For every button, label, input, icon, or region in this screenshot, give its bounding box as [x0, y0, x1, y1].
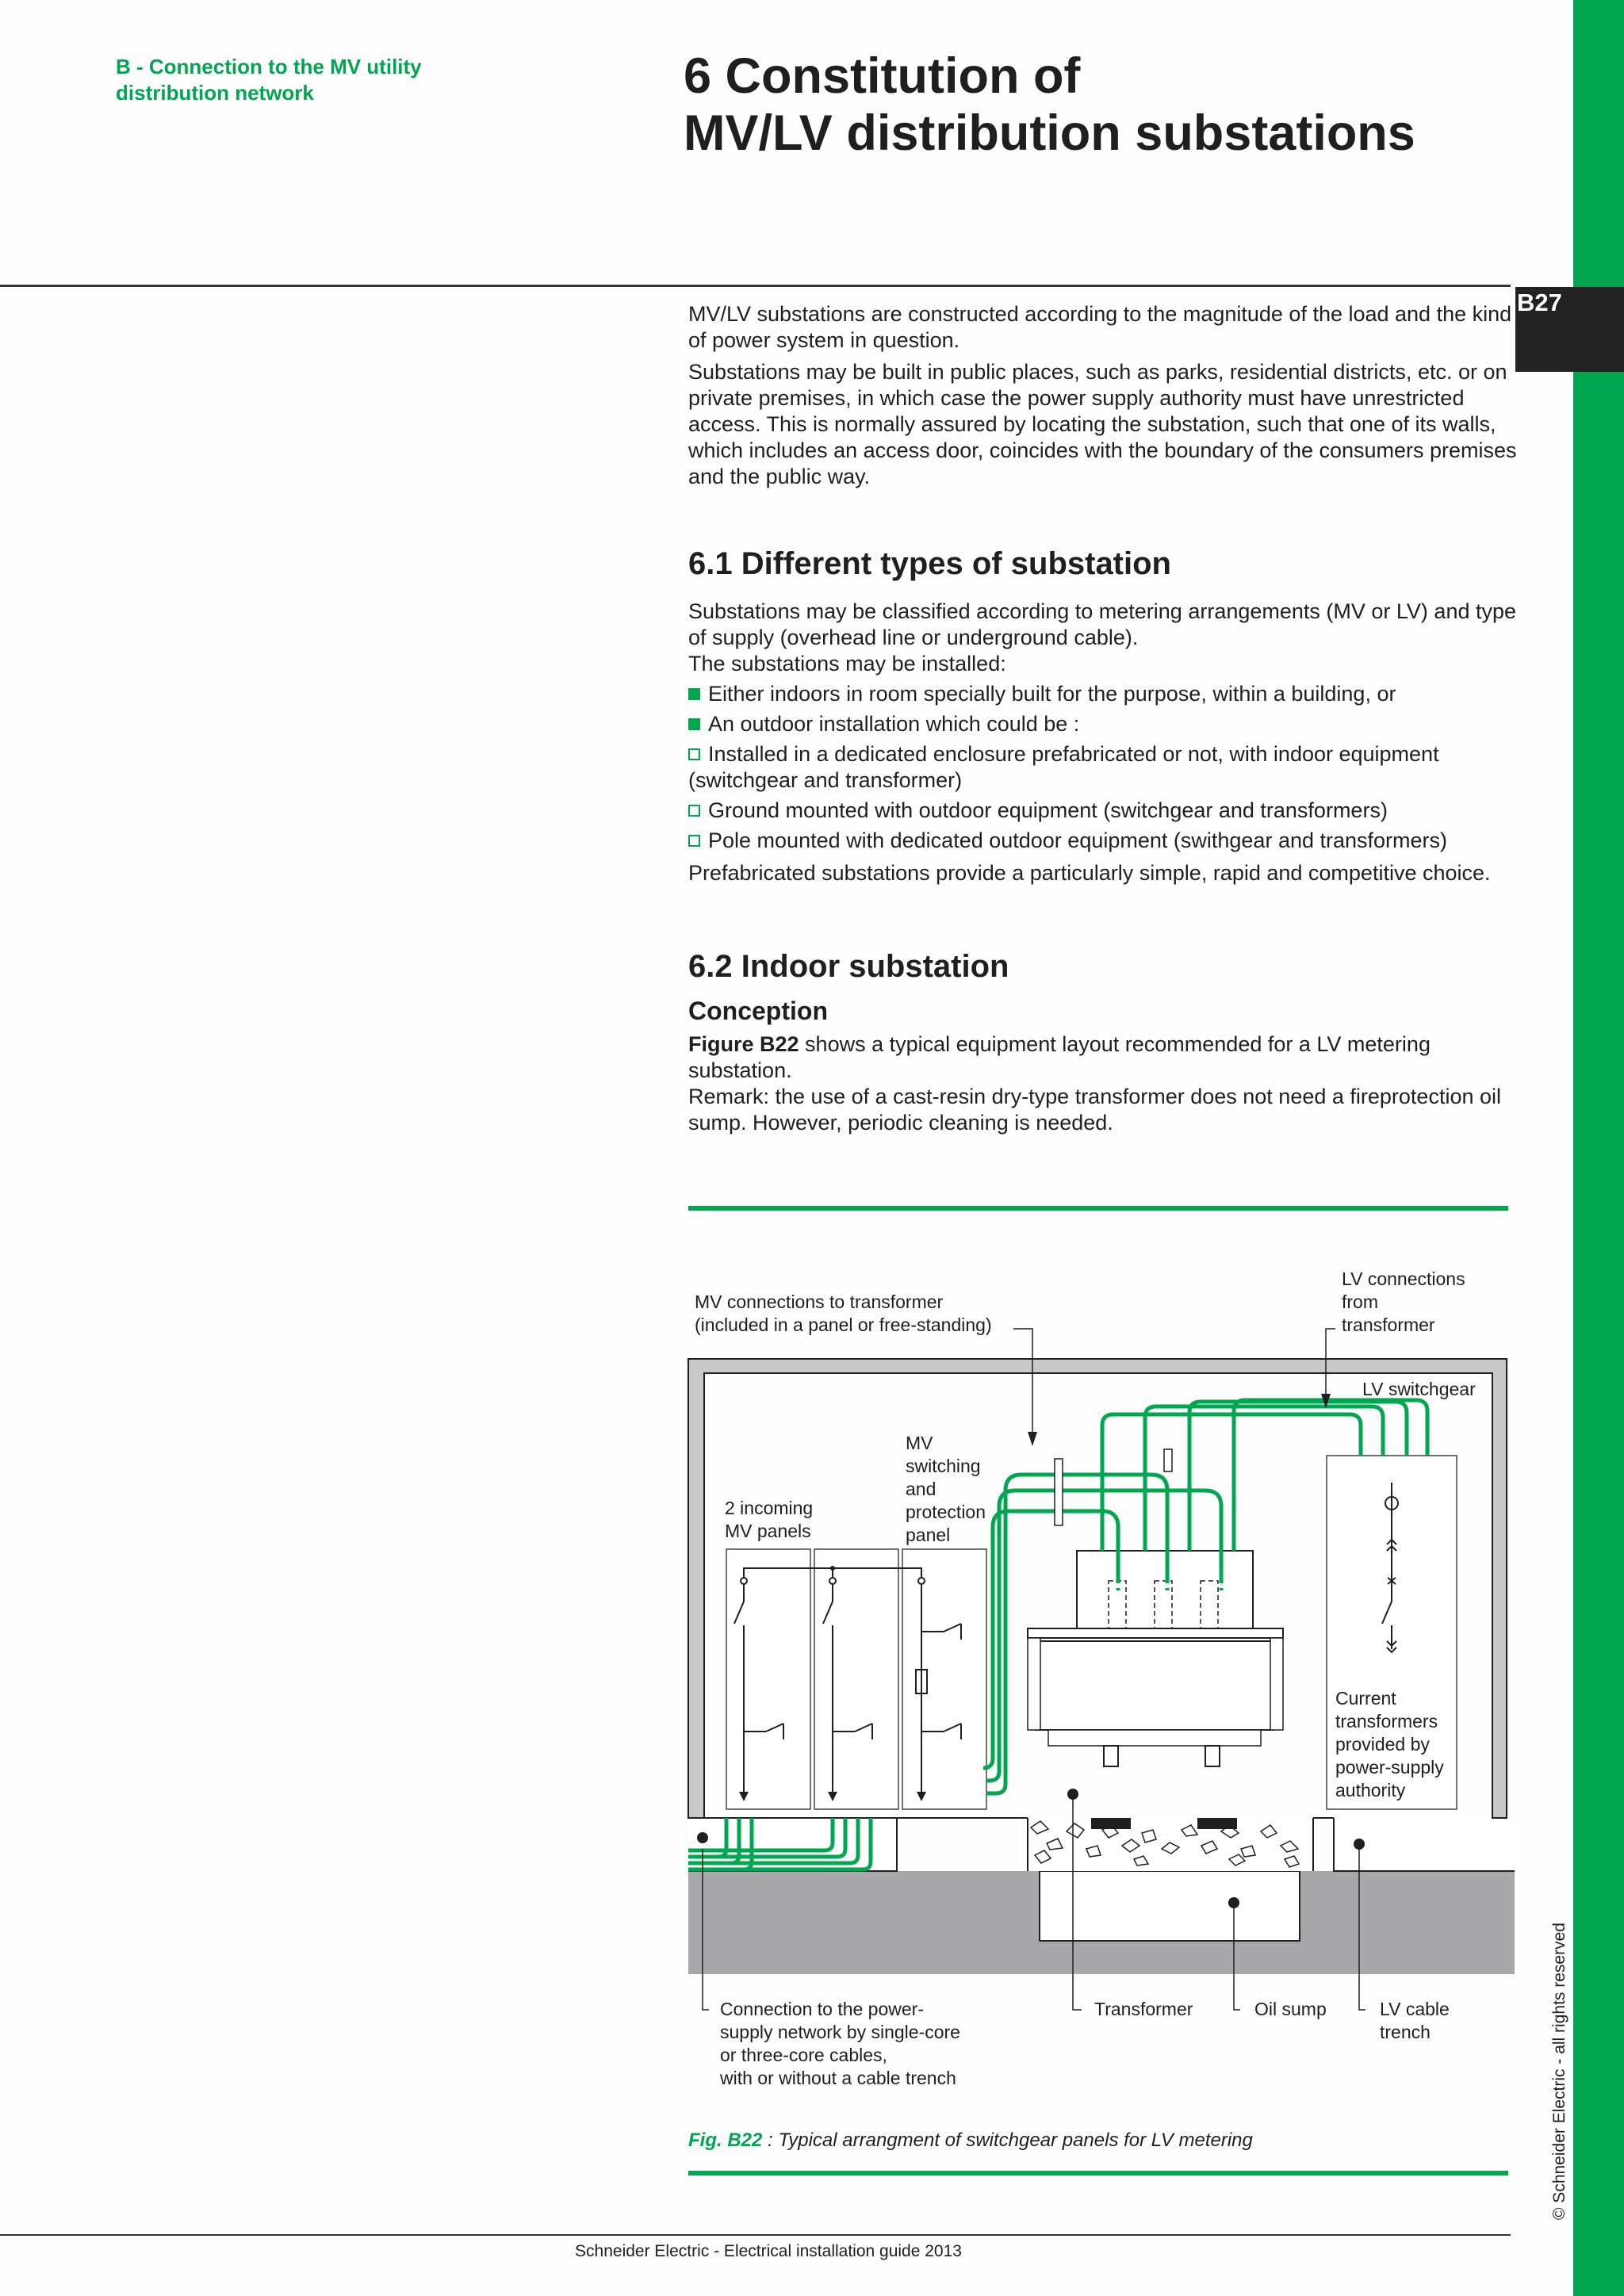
filled-square-bullet-icon	[688, 688, 700, 700]
list-item: Ground mounted with outdoor equipment (switchgear and transformers)	[688, 798, 1517, 824]
section-6-1-paragraph-1b: The substations may be installed:	[688, 652, 1006, 675]
figure-caption-number: Fig. B22	[688, 2130, 763, 2151]
transformer-core	[1036, 1641, 1274, 1730]
label-lv-trench-2: trench	[1380, 2022, 1431, 2042]
label-connection-4: with or without a cable trench	[720, 2068, 956, 2088]
hollow-square-bullet-icon	[688, 748, 700, 760]
transformer-rail-right	[1197, 1818, 1237, 1829]
label-ct-1: Current	[1335, 1688, 1396, 1709]
arrowhead-icon	[1028, 1432, 1037, 1446]
figure-caption	[688, 2130, 1253, 2152]
figure-b22	[682, 1253, 1522, 2101]
label-ct-5: authority	[1335, 1780, 1406, 1800]
incoming-mv-panel-2	[814, 1549, 898, 1809]
figure-bottom-rule	[688, 2171, 1508, 2175]
oil-sump	[1040, 1871, 1300, 1941]
main-content	[688, 301, 1517, 1136]
label-oil-sump: Oil sump	[1254, 1999, 1327, 2019]
label-mv-connections-1: MV connections to transformer	[695, 1292, 944, 1312]
mv-protection-panel	[902, 1549, 986, 1809]
footer-rule	[0, 2234, 1511, 2236]
chapter-title	[684, 48, 1556, 162]
figure-reference: Figure B22	[688, 1032, 799, 1056]
header-rule	[0, 285, 1511, 287]
section-6-1-heading: 6.1 Different types of substation	[688, 546, 1171, 581]
section-6-2-paragraph-1: Figure B22 shows a typical equipment layout recommended for a LV metering substation.	[688, 1032, 1431, 1082]
label-ct-2: transformers	[1335, 1711, 1438, 1732]
label-incoming-1: 2 incoming	[725, 1498, 814, 1518]
intro-paragraph-2: Substations may be built in public places, such as parks, residential districts, etc. or on private premises, in which case the power supply authority must have unrestricted access. This is normally assured by locating the substation, such that one of its walls, which includes an access door, coincides with the boundary of the consumers premises and the public way.	[688, 360, 1517, 488]
figure-caption-text: : Typical arrangment of switchgear panels for LV metering	[762, 2130, 1253, 2151]
list-item: Pole mounted with dedicated outdoor equipment (swithgear and transformers)	[688, 828, 1517, 854]
section-6-1-paragraph-2: Prefabricated substations provide a particularly simple, rapid and competitive choice.	[688, 861, 1491, 885]
section-6-1-paragraph-1: Substations may be classified according to metering arrangements (MV or LV) and type of supply (overhead line or underground cable).	[688, 599, 1517, 649]
transformer-rail-left	[1091, 1818, 1131, 1829]
hollow-square-bullet-icon	[688, 835, 700, 847]
section-6-2-heading: 6.2 Indoor substation	[688, 949, 1009, 984]
section-6-2-paragraph-2: Remark: the use of a cast-resin dry-type transformer does not need a fireprotection oil sump. However, periodic cleaning is needed.	[688, 1085, 1501, 1135]
chapter-title-line1: 6 Constitution of	[684, 48, 1081, 104]
label-mv-switching-3: and	[906, 1479, 936, 1499]
label-connection-3: or three-core cables,	[720, 2045, 887, 2065]
label-lv-connections-3: transformer	[1342, 1314, 1435, 1335]
hollow-square-bullet-icon	[688, 805, 700, 817]
section-label: B - Connection to the MV utility distribution network	[116, 55, 422, 105]
figure-top-rule	[688, 1206, 1508, 1211]
label-lv-connections-1: LV connections	[1342, 1269, 1465, 1289]
label-lv-connections-2: from	[1342, 1292, 1378, 1312]
label-incoming-2: MV panels	[725, 1521, 811, 1541]
label-connection-1: Connection to the power-	[720, 1999, 924, 2019]
intro-paragraph-1: MV/LV substations are constructed according to the magnitude of the load and the kind of power system in question.	[688, 302, 1512, 352]
transformer-mv-terminal-box	[1077, 1551, 1253, 1628]
page-number-tab: B27	[1515, 287, 1624, 372]
label-lv-trench-1: LV cable	[1380, 1999, 1450, 2019]
transformer-wheels	[1104, 1746, 1220, 1766]
label-mv-switching-4: protection	[906, 1502, 986, 1522]
label-ct-3: provided by	[1335, 1734, 1430, 1755]
label-transformer: Transformer	[1094, 1999, 1193, 2019]
filled-square-bullet-icon	[688, 718, 700, 730]
label-mv-switching-5: panel	[906, 1525, 951, 1545]
label-mv-connections-2: (included in a panel or free-standing)	[695, 1314, 992, 1335]
label-ct-4: power-supply	[1335, 1757, 1444, 1777]
page-footer: Schneider Electric - Electrical installation guide 2013	[575, 2242, 962, 2260]
label-lv-switchgear: LV switchgear	[1362, 1379, 1476, 1399]
incoming-mv-panel-1	[726, 1549, 810, 1809]
label-mv-switching-1: MV	[906, 1433, 933, 1453]
list-item: Either indoors in room specially built for the purpose, within a building, or	[688, 681, 1517, 707]
chapter-title-line2: MV/LV distribution substations	[684, 105, 1415, 161]
conception-subheading: Conception	[688, 997, 828, 1025]
label-mv-switching-2: switching	[906, 1456, 981, 1476]
list-item: An outdoor installation which could be :	[688, 711, 1517, 737]
label-connection-2: supply network by single-core	[720, 2022, 960, 2042]
copyright-notice: © Schneider Electric - all rights reserved	[1550, 1923, 1568, 2220]
list-item: Installed in a dedicated enclosure prefabricated or not, with indoor equipment (switchgear and transformer)	[688, 742, 1439, 792]
